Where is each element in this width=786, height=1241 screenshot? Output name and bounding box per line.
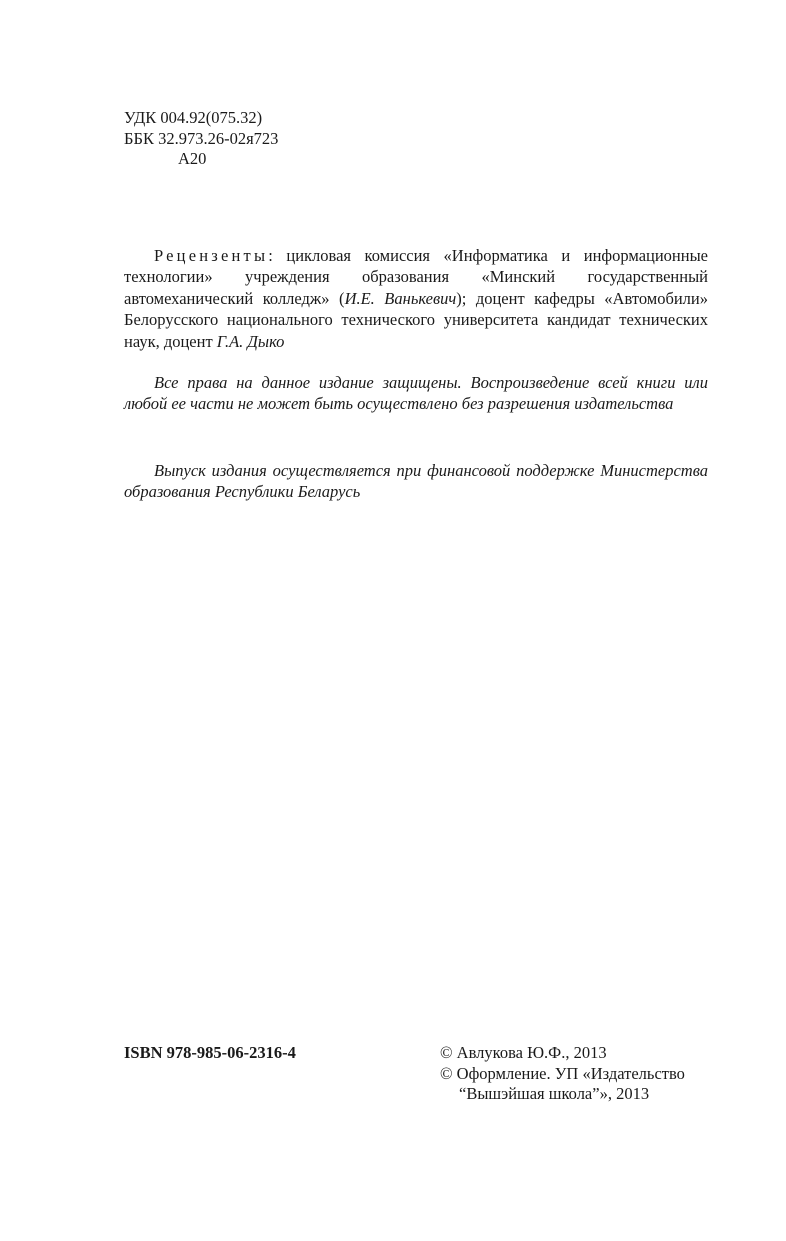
isbn: ISBN 978-985-06-2316-4 [124, 1043, 296, 1062]
classification-block [124, 108, 278, 170]
reviewers-paragraph [124, 245, 708, 352]
copyright-author: © Авлукова Ю.Ф., 2013 [440, 1043, 607, 1062]
reviewer-name-2: Г.А. Дыко [216, 331, 285, 351]
reviewers-text-2: ); доцент кафедры «Автомобили» Белорусского национального технического университета кандидат технических наук, доцент [124, 288, 708, 351]
reviewers-text-1: : цикловая комиссия «Информатика и информационные технологии» учреждения образования «Минский государственный автомеханический колледж» ( [124, 246, 708, 308]
reviewer-name-1: И.Е. Ванькевич [344, 288, 457, 308]
reviewers-label: Рецензенты [154, 246, 269, 265]
author-mark: А20 [178, 149, 207, 168]
udk-code: УДК 004.92(075.32) [124, 108, 263, 127]
funding-notice: Выпуск издания осуществляется при финансовой поддержке Министерства образования Республики Беларусь [124, 461, 708, 502]
copyright-design: © Оформление. УП «Издательство [440, 1063, 685, 1083]
copyright-publisher: “Вышэйшая школа”», 2013 [459, 1084, 650, 1103]
rights-notice: Все права на данное издание защищены. Воспроизведение всей книги или любой ее части не может быть осуществлено без разрешения издательства [124, 373, 708, 414]
copyright-block [440, 1043, 685, 1105]
bbk-code: ББК 32.973.26-02я723 [124, 128, 279, 148]
